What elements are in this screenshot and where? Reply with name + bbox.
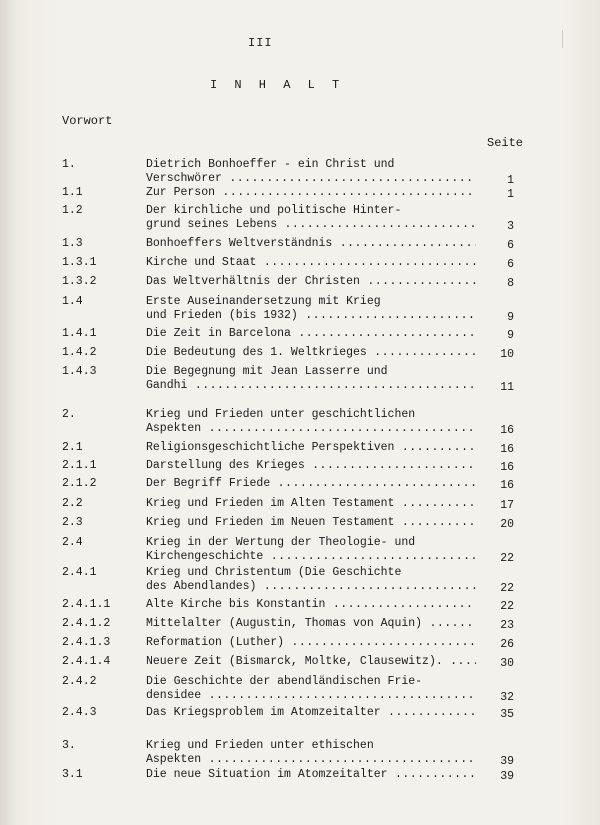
toc-entry-title-line: Krieg und Frieden im Alten Testament ..... [146,497,476,511]
toc-entry-page: 9 [507,329,514,342]
toc-entry-page: 16 [500,424,514,437]
page-column-label: Seite [487,136,524,150]
toc-entry-number: 2. [62,408,76,421]
toc-entry-title-line: Das Weltverhältnis der Christen ..... [146,275,476,289]
toc-entry-title [146,459,476,473]
contents-heading: I N H A L T [210,78,345,92]
toc-entry-title-line: Der kirchliche und politische Hinter- [146,204,402,217]
page-number: III [248,36,273,50]
toc-entry-title-line: Darstellung des Krieges ..... [146,459,476,473]
toc-entry-title-line: Alte Kirche bis Konstantin ..... [146,598,476,612]
toc-entry-title-line: Die Begegnung mit Jean Lasserre und [146,365,388,378]
toc-entry-page: 22 [500,582,514,595]
toc-entry-number: 1. [62,158,76,171]
toc-entry-title-line: Mittelalter (Augustin, Thomas von Aquin) ..... [146,617,476,631]
toc-entry-title-line: Kirche und Staat ..... [146,256,476,270]
toc-entry-page: 39 [500,755,514,768]
toc-entry-number: 2.4.1.3 [62,636,111,649]
toc-entry-title [146,408,476,436]
toc-entry-title-line: Bonhoeffers Weltverständnis ..... [146,237,476,251]
toc-entry-title-line: Krieg und Christentum (Die Geschichte [146,566,402,579]
toc-entry-page: 26 [500,638,514,651]
foreword-label: Vorwort [62,114,113,128]
toc-entry-number: 1.2 [62,204,83,217]
toc-entry-title [146,516,476,530]
toc-entry-title [146,327,476,341]
toc-entry-number: 2.4.1.2 [62,617,111,630]
toc-entry-page: 3 [507,220,514,233]
toc-entry-title-line: Krieg und Frieden im Neuen Testament ..... [146,516,476,530]
toc-entry-number: 2.1.2 [62,477,97,490]
toc-entry-page: 35 [500,708,514,721]
toc-entry-title [146,275,476,289]
toc-entry-title-line: grund seines Lebens ..... [146,218,476,232]
toc-entry-number: 1.3.1 [62,256,97,269]
toc-entry-page: 20 [500,518,514,531]
toc-entry-title-line: Krieg und Frieden unter ethischen [146,739,374,752]
toc-entry-number: 2.4.1.1 [62,598,111,611]
toc-entry-number: 2.1 [62,441,83,454]
toc-entry-title [146,617,476,631]
toc-entry-title-line: Gandhi ..... [146,379,476,393]
toc-entry-title-line: Kirchengeschichte ..... [146,550,476,564]
toc-entry-title-line: Die Geschichte der abendländischen Frie- [146,675,423,688]
toc-entry-title [146,655,476,669]
toc-entry-title [146,536,476,564]
toc-entry-number: 1.4.3 [62,365,97,378]
toc-entry-title-line: Verschwörer ..... [146,172,476,186]
toc-entry-number: 1.4 [62,295,83,308]
toc-entry-title-line: Religionsgeschichtliche Perspektiven ..... [146,441,476,455]
toc-entry-page: 16 [500,443,514,456]
toc-entry-number: 2.4.1.4 [62,655,111,668]
toc-entry-title [146,636,476,650]
toc-entry-page: 6 [507,258,514,271]
toc-entry-title-line: Aspekten ..... [146,753,476,767]
toc-entry-number: 2.2 [62,497,83,510]
toc-entry-number: 2.4.1 [62,566,97,579]
toc-entry-page: 32 [500,691,514,704]
toc-entry-title [146,768,476,782]
toc-entry-title [146,204,476,232]
toc-entry-title-line: Die neue Situation im Atomzeitalter ..... [146,768,476,782]
toc-entry-title-line: Reformation (Luther) ..... [146,636,476,650]
toc-entry-number: 1.1 [62,186,83,199]
toc-entry-title [146,441,476,455]
toc-entry-title-line: densidee ..... [146,689,476,703]
toc-entry-title-line: Krieg in der Wertung der Theologie- und [146,536,416,549]
toc-entry-page: 11 [500,381,514,394]
toc-entry-title [146,675,476,703]
toc-entry-title [146,186,476,200]
toc-entry-title [146,566,476,594]
toc-entry-title-line: Neuere Zeit (Bismarck, Moltke, Clausewitz). ..... [146,655,476,669]
toc-entry-title-line: Krieg und Frieden unter geschichtlichen [146,408,416,421]
toc-entry-number: 2.4.2 [62,675,97,688]
toc-entry-title [146,497,476,511]
toc-entry-number: 2.3 [62,516,83,529]
toc-entry-number: 2.1.1 [62,459,97,472]
toc-entry-page: 30 [500,657,514,670]
toc-entry-title-line: Erste Auseinandersetzung mit Krieg [146,295,381,308]
toc-entry-page: 16 [500,479,514,492]
toc-entry-title-line: Dietrich Bonhoeffer - ein Christ und [146,158,395,171]
toc-entry-number: 1.4.1 [62,327,97,340]
toc-entry-title-line: Der Begriff Friede ..... [146,477,476,491]
toc-entry-title-line: Zur Person ..... [146,186,476,200]
toc-entry-title [146,158,476,186]
toc-entry-number: 2.4.3 [62,706,97,719]
toc-entry-number: 1.3 [62,237,83,250]
toc-entry-title [146,365,476,393]
toc-entry-title [146,477,476,491]
toc-entry-title [146,739,476,767]
toc-entry-title [146,346,476,360]
toc-entry-page: 10 [500,348,514,361]
toc-entry-title [146,256,476,270]
toc-entry-page: 17 [500,499,514,512]
toc-entry-title-line: Die Bedeutung des 1. Weltkrieges ..... [146,346,476,360]
toc-entry-title-line: Die Zeit in Barcelona ..... [146,327,476,341]
toc-entry-number: 1.4.2 [62,346,97,359]
toc-entry-title [146,598,476,612]
toc-entry-title [146,237,476,251]
toc-entry-page: 9 [507,311,514,324]
toc-entry-page: 16 [500,461,514,474]
toc-entry-page: 1 [507,188,514,201]
toc-entry-title-line: Das Kriegsproblem im Atomzeitalter ..... [146,706,476,720]
toc-entry-title-line: und Frieden (bis 1932) ..... [146,309,476,323]
toc-entry-page: 6 [507,239,514,252]
toc-entry-title [146,706,476,720]
toc-entry-title-line: des Abendlandes) ..... [146,580,476,594]
toc-entry-page: 1 [507,174,514,187]
toc-entry-page: 23 [500,619,514,632]
toc-entry-number: 3.1 [62,768,83,781]
toc-entry-page: 8 [507,277,514,290]
toc-entry-number: 1.3.2 [62,275,97,288]
toc-entry-page: 22 [500,600,514,613]
toc-entry-number: 3. [62,739,76,752]
toc-entry-title-line: Aspekten ..... [146,422,476,436]
toc-entry-page: 22 [500,552,514,565]
toc-entry-number: 2.4 [62,536,83,549]
toc-entry-title [146,295,476,323]
toc-entry-page: 39 [500,770,514,783]
